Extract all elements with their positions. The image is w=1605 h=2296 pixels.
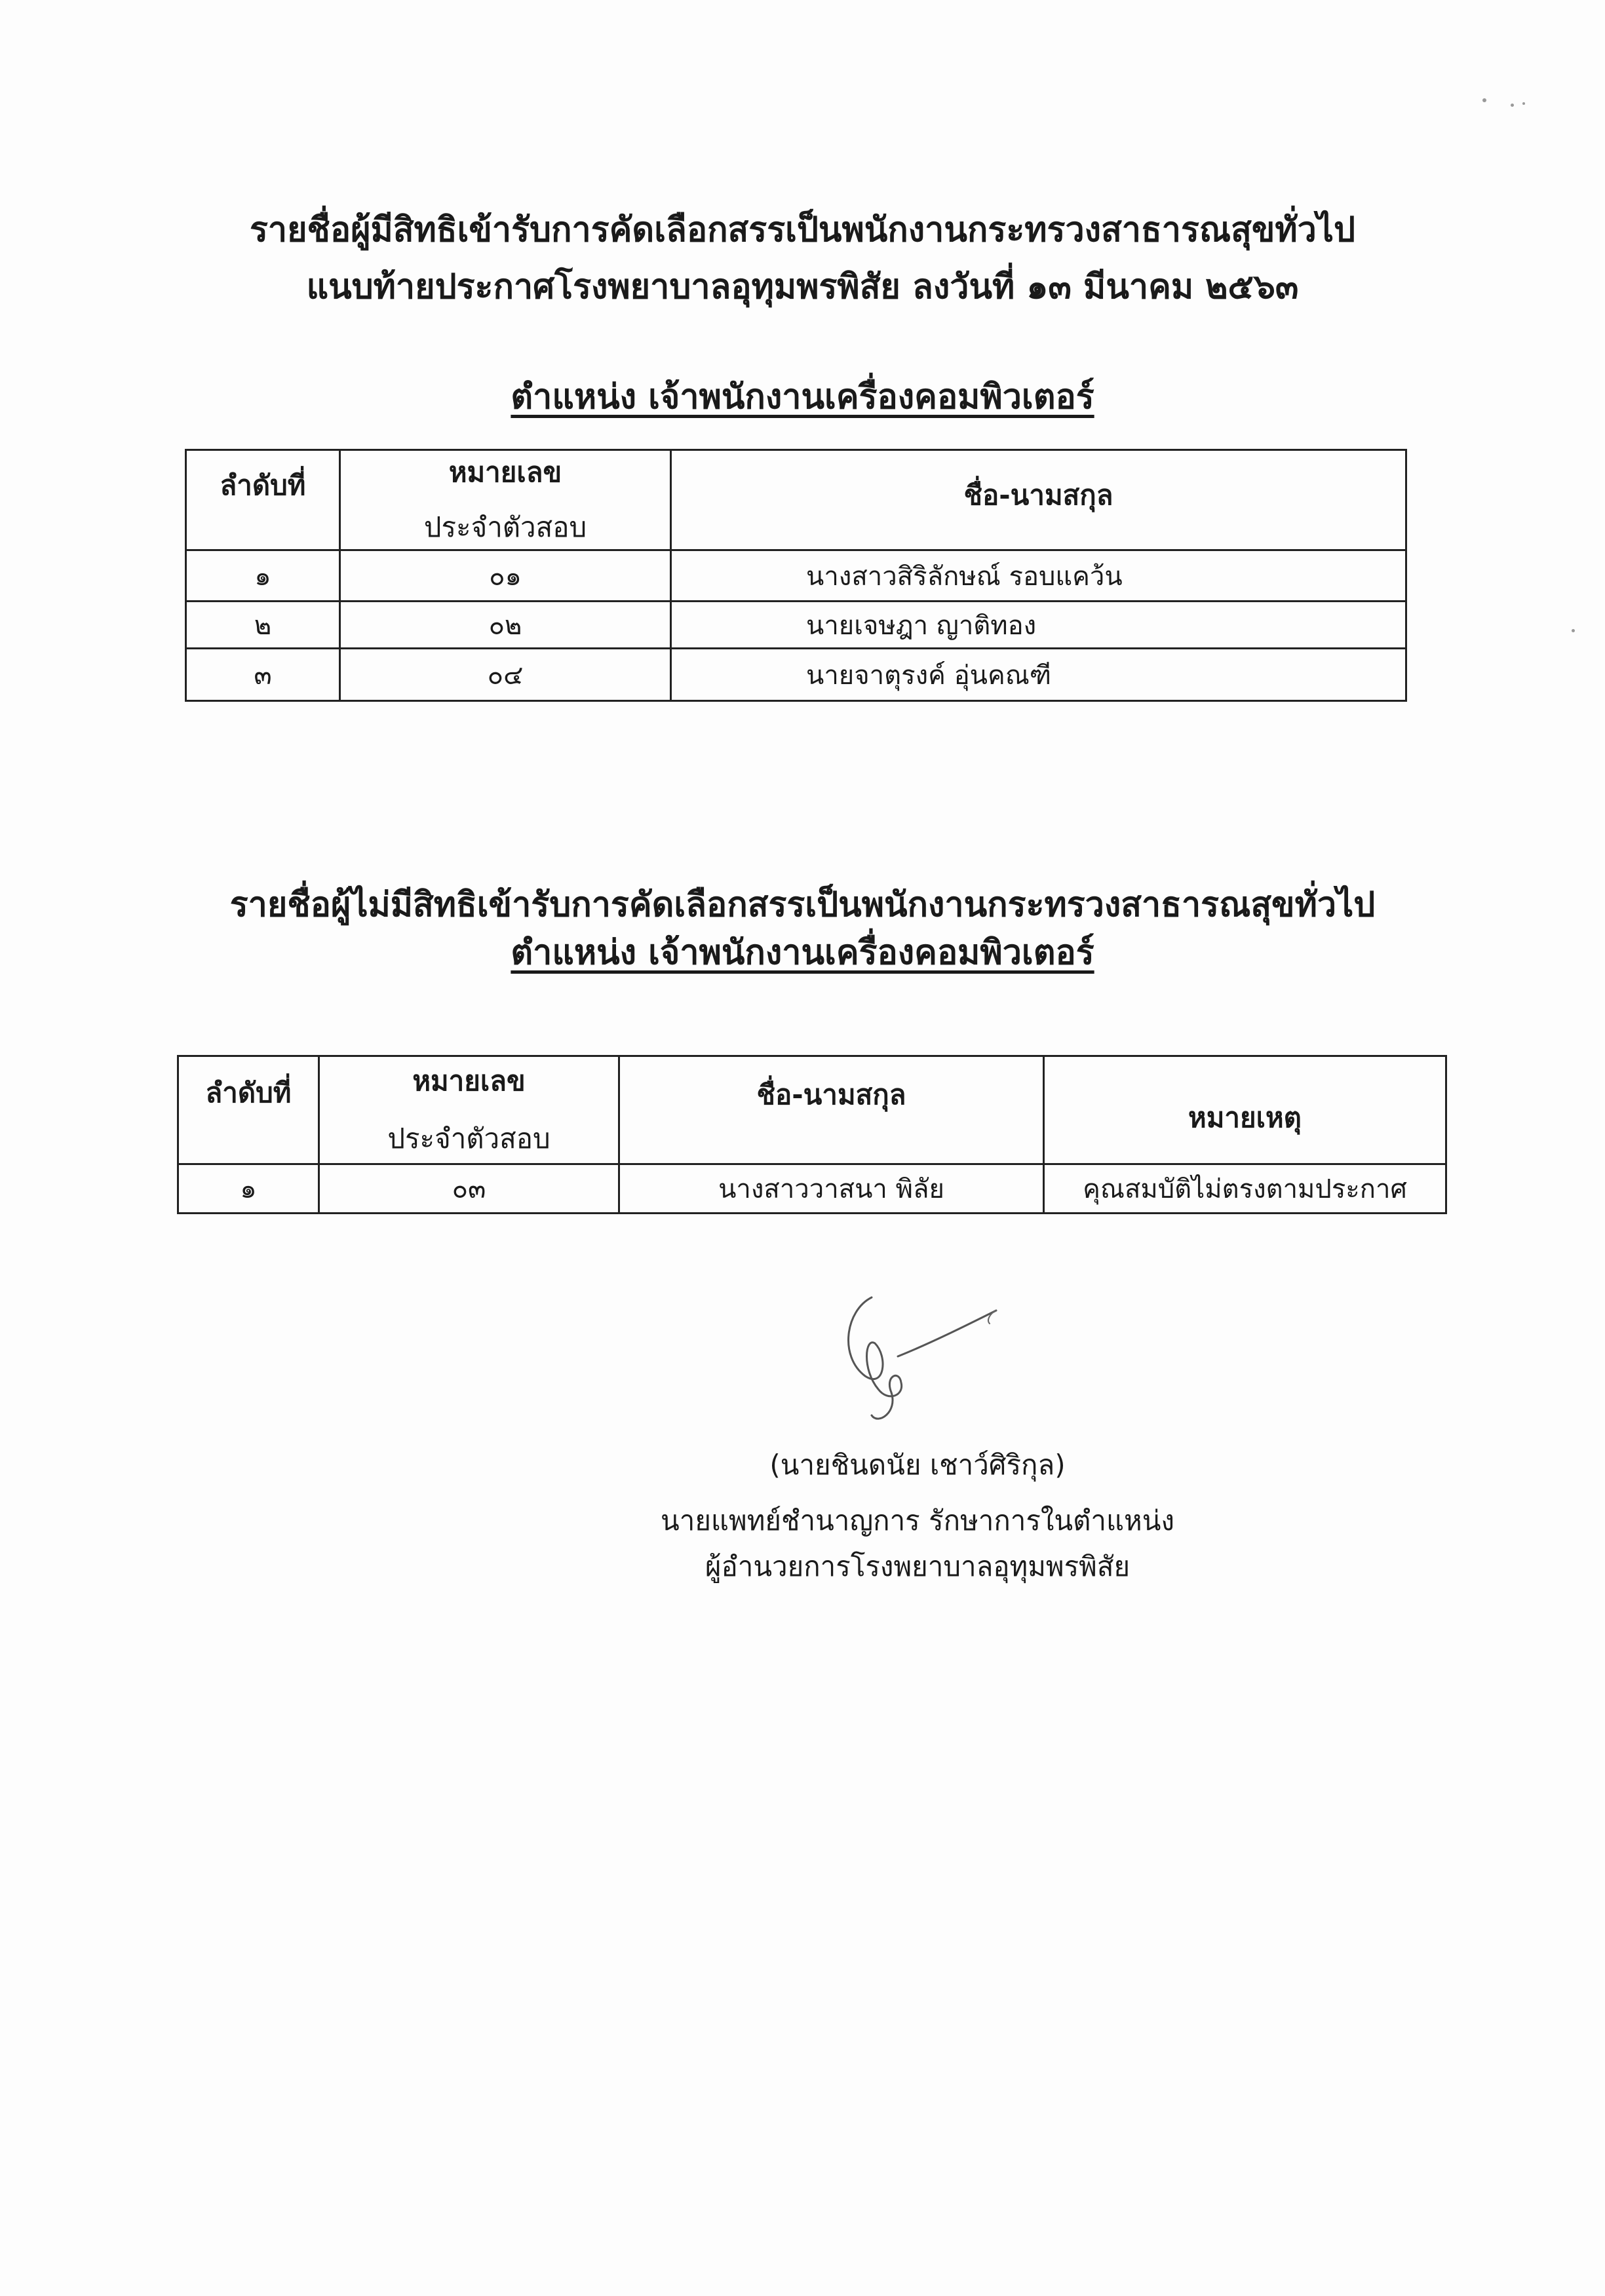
- eligible-table: [185, 449, 1407, 702]
- signatory-title2: ผู้อำนวยการโรงพยาบาลอุทุมพรพิสัย: [705, 1550, 1131, 1582]
- heading2-position: [0, 933, 1605, 972]
- header-order: ลำดับที่: [178, 1056, 319, 1164]
- header-id-line2: ประจำตัวสอบ: [423, 511, 587, 543]
- cell-order: ๑: [178, 1164, 319, 1214]
- scan-speck: [1511, 104, 1514, 107]
- table-row: [186, 649, 1406, 701]
- header-name: ชื่อ-นามสกุล: [671, 450, 1406, 550]
- cell-exam-id: ๐๒: [340, 602, 671, 649]
- position-label: ตำแหน่ง เจ้าพนักงานเครื่องคอมพิวเตอร์: [511, 377, 1094, 417]
- signatory-name: (นายชินดนัย เชาว์ศิริกุล): [769, 1449, 1066, 1481]
- table-row: [186, 550, 1406, 602]
- scan-speck: [1572, 629, 1575, 632]
- cell-order: ๑: [186, 550, 340, 602]
- cell-order: ๓: [186, 649, 340, 701]
- header-remark: หมายเหตุ: [1044, 1056, 1446, 1164]
- table-row: [186, 602, 1406, 649]
- header-id-line1: หมายเลข: [412, 1065, 526, 1097]
- header-order: ลำดับที่: [186, 450, 340, 550]
- header-exam-id: [319, 1056, 619, 1164]
- ineligible-table: [177, 1055, 1447, 1214]
- table-row: [178, 1164, 1446, 1214]
- cell-remark: คุณสมบัติไม่ตรงตามประกาศ: [1044, 1164, 1446, 1214]
- position-label: ตำแหน่ง เจ้าพนักงานเครื่องคอมพิวเตอร์: [511, 933, 1094, 972]
- header-exam-id: [340, 450, 671, 550]
- cell-exam-id: ๐๑: [340, 550, 671, 602]
- table-header-row: [178, 1056, 1446, 1164]
- scan-speck: [1482, 98, 1486, 102]
- heading1-line2: แนบท้ายประกาศโรงพยาบาลอุทุมพรพิสัย ลงวันที่ ๑๓ มีนาคม ๒๕๖๓: [306, 267, 1299, 307]
- cell-name: นางสาววาสนา พิลัย: [619, 1164, 1044, 1214]
- scan-speck: [1522, 102, 1525, 105]
- header-name: ชื่อ-นามสกุล: [619, 1056, 1044, 1164]
- heading2-line1: รายชื่อผู้ไม่มีสิทธิเข้ารับการคัดเลือกสรรเป็นพนักงานกระทรวงสาธารณสุขทั่วไป: [229, 885, 1376, 925]
- signatory-title1: นายแพทย์ชำนาญการ รักษาการในตำแหน่ง: [661, 1504, 1174, 1537]
- table-header-row: [186, 450, 1406, 550]
- cell-name: นายจาตุรงค์ อุ่นคณฑี: [671, 649, 1406, 701]
- heading1-line1: รายชื่อผู้มีสิทธิเข้ารับการคัดเลือกสรรเป็นพนักงานกระทรวงสาธารณสุขทั่วไป: [249, 210, 1356, 250]
- header-id-line1: หมายเลข: [448, 456, 562, 488]
- cell-order: ๒: [186, 602, 340, 649]
- cell-name: นางสาวสิริลักษณ์ รอบแคว้น: [671, 550, 1406, 602]
- cell-exam-id: ๐๓: [319, 1164, 619, 1214]
- cell-name: นายเจษฎา ญาติทอง: [671, 602, 1406, 649]
- handwritten-signature: [826, 1284, 1035, 1435]
- heading1-position: [0, 377, 1605, 417]
- cell-exam-id: ๐๔: [340, 649, 671, 701]
- header-id-line2: ประจำตัวสอบ: [387, 1122, 551, 1155]
